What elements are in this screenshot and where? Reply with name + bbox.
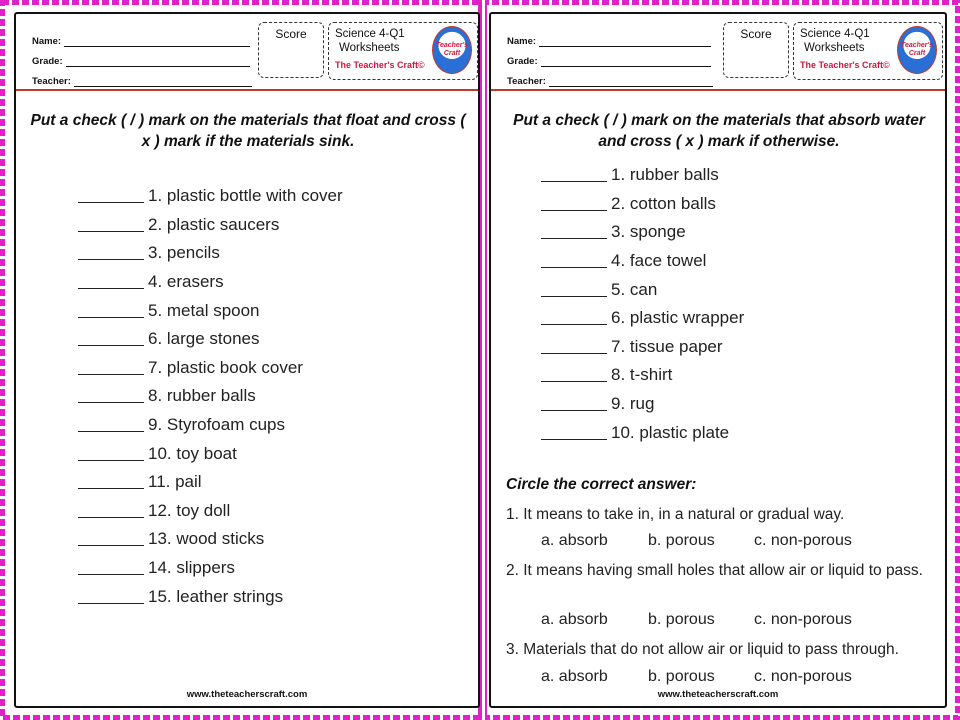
brand-name: The Teacher's Craft©: [335, 60, 425, 70]
question-2: 2. It means having small holes that allow air or liquid to pass.: [506, 562, 923, 579]
answer-blank[interactable]: [78, 361, 144, 375]
question-3-options: [541, 668, 852, 686]
absorb-instruction: Put a check ( / ) mark on the materials that absorb water and cross ( x ) mark if otherwise.: [513, 112, 925, 150]
float-sink-instruction: Put a check ( / ) mark on the materials that float and cross ( x ) mark if the materials sink.: [30, 112, 466, 150]
list-item: 14. slippers: [78, 554, 343, 583]
list-item: 8. rubber balls: [78, 382, 343, 411]
list-item: 3. pencils: [78, 239, 343, 268]
grade-field[interactable]: Grade:: [32, 56, 250, 67]
answer-blank[interactable]: [541, 168, 607, 182]
option-a[interactable]: a. absorb: [541, 611, 608, 628]
worksheet-header: [26, 22, 470, 92]
list-item: 11. pail: [78, 468, 343, 497]
left-worksheet: [14, 12, 480, 708]
brand-name: The Teacher's Craft©: [800, 60, 890, 70]
list-item: 6. large stones: [78, 325, 343, 354]
answer-blank[interactable]: [78, 532, 144, 546]
answer-blank[interactable]: [78, 275, 144, 289]
grade-field[interactable]: Grade:: [507, 56, 711, 67]
answer-blank[interactable]: [541, 283, 607, 297]
answer-blank[interactable]: [541, 340, 607, 354]
list-item: 3. sponge: [541, 218, 744, 247]
teachers-craft-logo: Teacher's Craft: [432, 26, 472, 74]
worksheet-type: Worksheets: [804, 42, 865, 54]
absorb-list: [541, 161, 744, 447]
list-item: 15. leather strings: [78, 582, 343, 611]
list-item: 13. wood sticks: [78, 525, 343, 554]
name-field[interactable]: Name:: [32, 36, 250, 47]
worksheet-subject: Science 4-Q1: [335, 28, 405, 40]
list-item: 7. tissue paper: [541, 333, 744, 362]
worksheet-header: [501, 22, 937, 92]
list-item: 1. plastic bottle with cover: [78, 182, 343, 211]
question-1: 1. It means to take in, in a natural or gradual way.: [506, 506, 845, 523]
answer-blank[interactable]: [78, 590, 144, 604]
list-item: 2. plastic saucers: [78, 211, 343, 240]
list-item: 9. Styrofoam cups: [78, 411, 343, 440]
list-item: 5. metal spoon: [78, 296, 343, 325]
name-field[interactable]: Name:: [507, 36, 711, 47]
list-item: 4. face towel: [541, 247, 744, 276]
answer-blank[interactable]: [541, 225, 607, 239]
question-2-options: [541, 611, 852, 629]
answer-blank[interactable]: [541, 368, 607, 382]
website-footer[interactable]: www.theteacherscraft.com: [657, 689, 779, 700]
header-divider: [16, 89, 478, 91]
score-box: Score: [258, 22, 324, 78]
answer-blank[interactable]: [541, 426, 607, 440]
answer-blank[interactable]: [78, 389, 144, 403]
list-item: 5. can: [541, 275, 744, 304]
worksheet-type: Worksheets: [339, 42, 400, 54]
list-item: 10. plastic plate: [541, 418, 744, 447]
teacher-field[interactable]: Teacher:: [507, 76, 713, 87]
worksheet-subject: Science 4-Q1: [800, 28, 870, 40]
answer-blank[interactable]: [78, 561, 144, 575]
list-item: 7. plastic book cover: [78, 354, 343, 383]
teacher-field[interactable]: Teacher:: [32, 76, 252, 87]
list-item: 8. t-shirt: [541, 361, 744, 390]
answer-blank[interactable]: [541, 311, 607, 325]
list-item: 9. rug: [541, 390, 744, 419]
option-b[interactable]: b. porous: [648, 532, 715, 549]
answer-blank[interactable]: [78, 218, 144, 232]
option-c[interactable]: c. non-porous: [754, 611, 852, 628]
answer-blank[interactable]: [78, 447, 144, 461]
question-3: 3. Materials that do not allow air or liquid to pass through.: [506, 641, 899, 658]
option-c[interactable]: c. non-porous: [754, 532, 852, 549]
header-divider: [491, 89, 945, 91]
option-a[interactable]: a. absorb: [541, 532, 608, 549]
right-worksheet: [489, 12, 947, 708]
list-item: 1. rubber balls: [541, 161, 744, 190]
answer-blank[interactable]: [78, 304, 144, 318]
list-item: 4. erasers: [78, 268, 343, 297]
answer-blank[interactable]: [78, 418, 144, 432]
option-b[interactable]: b. porous: [648, 668, 715, 685]
answer-blank[interactable]: [78, 189, 144, 203]
answer-blank[interactable]: [541, 397, 607, 411]
list-item: 2. cotton balls: [541, 190, 744, 219]
option-b[interactable]: b. porous: [648, 611, 715, 628]
answer-blank[interactable]: [78, 504, 144, 518]
answer-blank[interactable]: [541, 197, 607, 211]
question-1-options: [541, 532, 852, 550]
answer-blank[interactable]: [541, 254, 607, 268]
quiz-title: Circle the correct answer:: [506, 476, 697, 493]
teachers-craft-logo: Teacher's Craft: [897, 26, 937, 74]
answer-blank[interactable]: [78, 246, 144, 260]
option-c[interactable]: c. non-porous: [754, 668, 852, 685]
option-a[interactable]: a. absorb: [541, 668, 608, 685]
list-item: 6. plastic wrapper: [541, 304, 744, 333]
answer-blank[interactable]: [78, 475, 144, 489]
float-sink-list: [78, 182, 343, 611]
list-item: 10. toy boat: [78, 439, 343, 468]
list-item: 12. toy doll: [78, 497, 343, 526]
score-box: Score: [723, 22, 789, 78]
website-footer[interactable]: www.theteacherscraft.com: [186, 689, 308, 700]
answer-blank[interactable]: [78, 332, 144, 346]
